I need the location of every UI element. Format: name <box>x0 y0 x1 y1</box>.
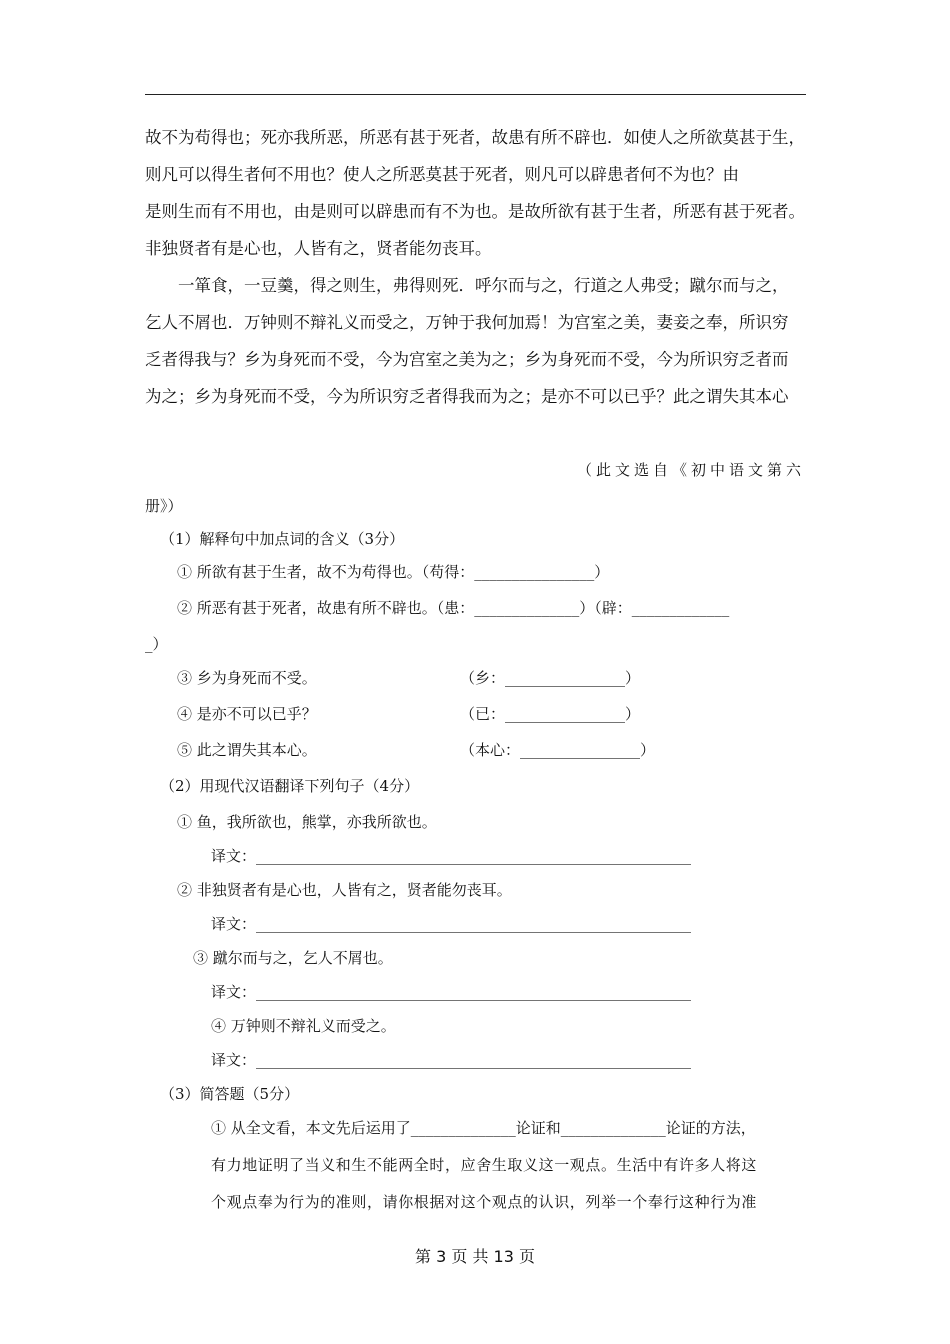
passage-line: 则凡可以得生者何不用也？使人之所恶莫甚于死者，则凡可以辟患者何不为也？由 <box>145 165 739 184</box>
question-item: ④ 是亦不可以已乎？ <box>177 705 317 723</box>
page-footer: 第 3 页 共 13 页 <box>415 1247 535 1266</box>
passage-line: 一箪食，一豆羹，得之则生，弗得则死．呼尔而与之，行道之人弗受；蹴尔而与之， <box>178 276 789 295</box>
question-heading: （2）用现代汉语翻译下列句子（4分） <box>160 777 420 795</box>
header-rule <box>145 94 806 95</box>
question-text-line: 有力地证明了当义和生不能两全时，应舍生取义这一观点。生活中有许多人将这 <box>211 1156 758 1174</box>
passage-line: 为之；乡为身死而不受，今为所识穷乏者得我而为之；是亦不可以已乎？此之谓失其本心 <box>145 387 789 406</box>
question-item: ① 鱼，我所欲也，熊掌，亦我所欲也。 <box>177 813 437 831</box>
source-note-line: （此文选自《初中语文第六 <box>576 461 805 479</box>
question-item: ② 所恶有甚于死者，故患有所不辟也。（患：______________）（辟：_____________ <box>177 599 730 617</box>
answer-blank: （已：________________） <box>460 705 641 723</box>
question-item: ⑤ 此之谓失其本心。 <box>177 741 317 759</box>
answer-blank: （乡：________________） <box>460 669 641 687</box>
passage-line: 乞人不屑也．万钟则不辩礼义而受之，万钟于我何加焉！为宫室之美，妻妾之奉，所识穷 <box>145 313 789 332</box>
question-text-line: ① 从全文看，本文先后运用了______________论证和______________论证的方法， <box>211 1119 756 1137</box>
question-heading: （1）解释句中加点词的含义（3分） <box>160 530 405 548</box>
translation-blank: 译文：__________________________________________________________ <box>211 983 692 1001</box>
question-item-continued: _） <box>145 635 168 653</box>
question-item: ③ 蹴尔而与之，乞人不屑也。 <box>193 949 393 967</box>
passage-line: 故不为苟得也；死亦我所恶，所恶有甚于死者，故患有所不辟也．如使人之所欲莫甚于生， <box>145 128 805 147</box>
question-item: ① 所欲有甚于生者，故不为苟得也。（苟得：________________） <box>177 563 610 581</box>
answer-blank: （本心：________________） <box>460 741 656 759</box>
passage-line: 乏者得我与？乡为身死而不受，今为宫室之美为之；乡为身死而不受，今为所识穷乏者而 <box>145 350 789 369</box>
passage-line: 是则生而有不用也，由是则可以辟患而有不为也。是故所欲有甚于生者，所恶有甚于死者。 <box>145 202 805 221</box>
source-note-line: 册》） <box>145 497 183 515</box>
passage-line: 非独贤者有是心也，人皆有之，贤者能勿丧耳。 <box>145 239 492 258</box>
question-item: ④ 万钟则不辩礼义而受之。 <box>211 1017 396 1035</box>
question-item: ② 非独贤者有是心也，人皆有之，贤者能勿丧耳。 <box>177 881 512 899</box>
translation-blank: 译文：__________________________________________________________ <box>211 847 692 865</box>
translation-blank: 译文：__________________________________________________________ <box>211 915 692 933</box>
question-heading: （3）简答题（5分） <box>160 1085 300 1103</box>
question-item: ③ 乡为身死而不受。 <box>177 669 317 687</box>
question-text-line: 个观点奉为行为的准则，请你根据对这个观点的认识，列举一个奉行这种行为准 <box>211 1193 758 1211</box>
translation-blank: 译文：__________________________________________________________ <box>211 1051 692 1069</box>
